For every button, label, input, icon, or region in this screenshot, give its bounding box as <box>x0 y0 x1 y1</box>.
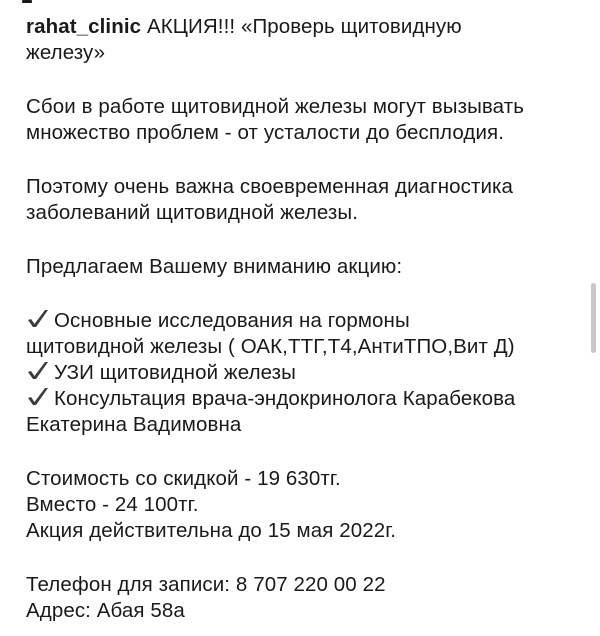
address-line: Адрес: Абая 58а <box>26 599 185 622</box>
paragraph-2-line-2: заболеваний щитовидной железы. <box>26 201 359 224</box>
list-item-3-continuation: Екатерина Вадимовна <box>26 413 242 436</box>
caption-title-text: АКЦИЯ!!! «Проверь щитовидную <box>141 15 462 38</box>
caption-title-line-1 <box>26 14 582 40</box>
list-item-3: Консультация врача-эндокринолога Карабекова <box>26 386 582 412</box>
price-instead: Вместо - 24 100тг. <box>26 493 199 516</box>
phone-line: Телефон для записи: 8 707 220 00 22 <box>26 573 386 596</box>
list-item-1: Основные исследования на гормоны <box>26 308 582 334</box>
cropped-text-fragment <box>22 0 32 3</box>
caption-title-line-2: железу» <box>26 41 106 64</box>
list-item-2: УЗИ щитовидной железы <box>26 360 582 386</box>
checkmark-icon <box>26 308 50 330</box>
checkmark-icon <box>26 360 50 382</box>
list-item-1-continuation: щитовидной железы ( ОАК,ТТГ,Т4,АнтиТПО,Вит Д) <box>26 335 515 358</box>
checkmark-icon <box>26 386 50 408</box>
post-caption <box>26 14 582 624</box>
valid-until: Акция действительна до 15 мая 2022г. <box>26 519 397 542</box>
paragraph-1-line-2: множество проблем - от усталости до бесплодия. <box>26 121 505 144</box>
paragraph-1-line-1: Сбои в работе щитовидной железы могут вызывать <box>26 95 525 118</box>
paragraph-2-line-1: Поэтому очень важна своевременная диагностика <box>26 175 514 198</box>
username-link[interactable]: rahat_clinic <box>26 15 142 38</box>
paragraph-3: Предлагаем Вашему вниманию акцию: <box>26 255 403 278</box>
price-discount: Стоимость со скидкой - 19 630тг. <box>26 467 341 490</box>
scrollbar-thumb[interactable] <box>591 283 596 353</box>
